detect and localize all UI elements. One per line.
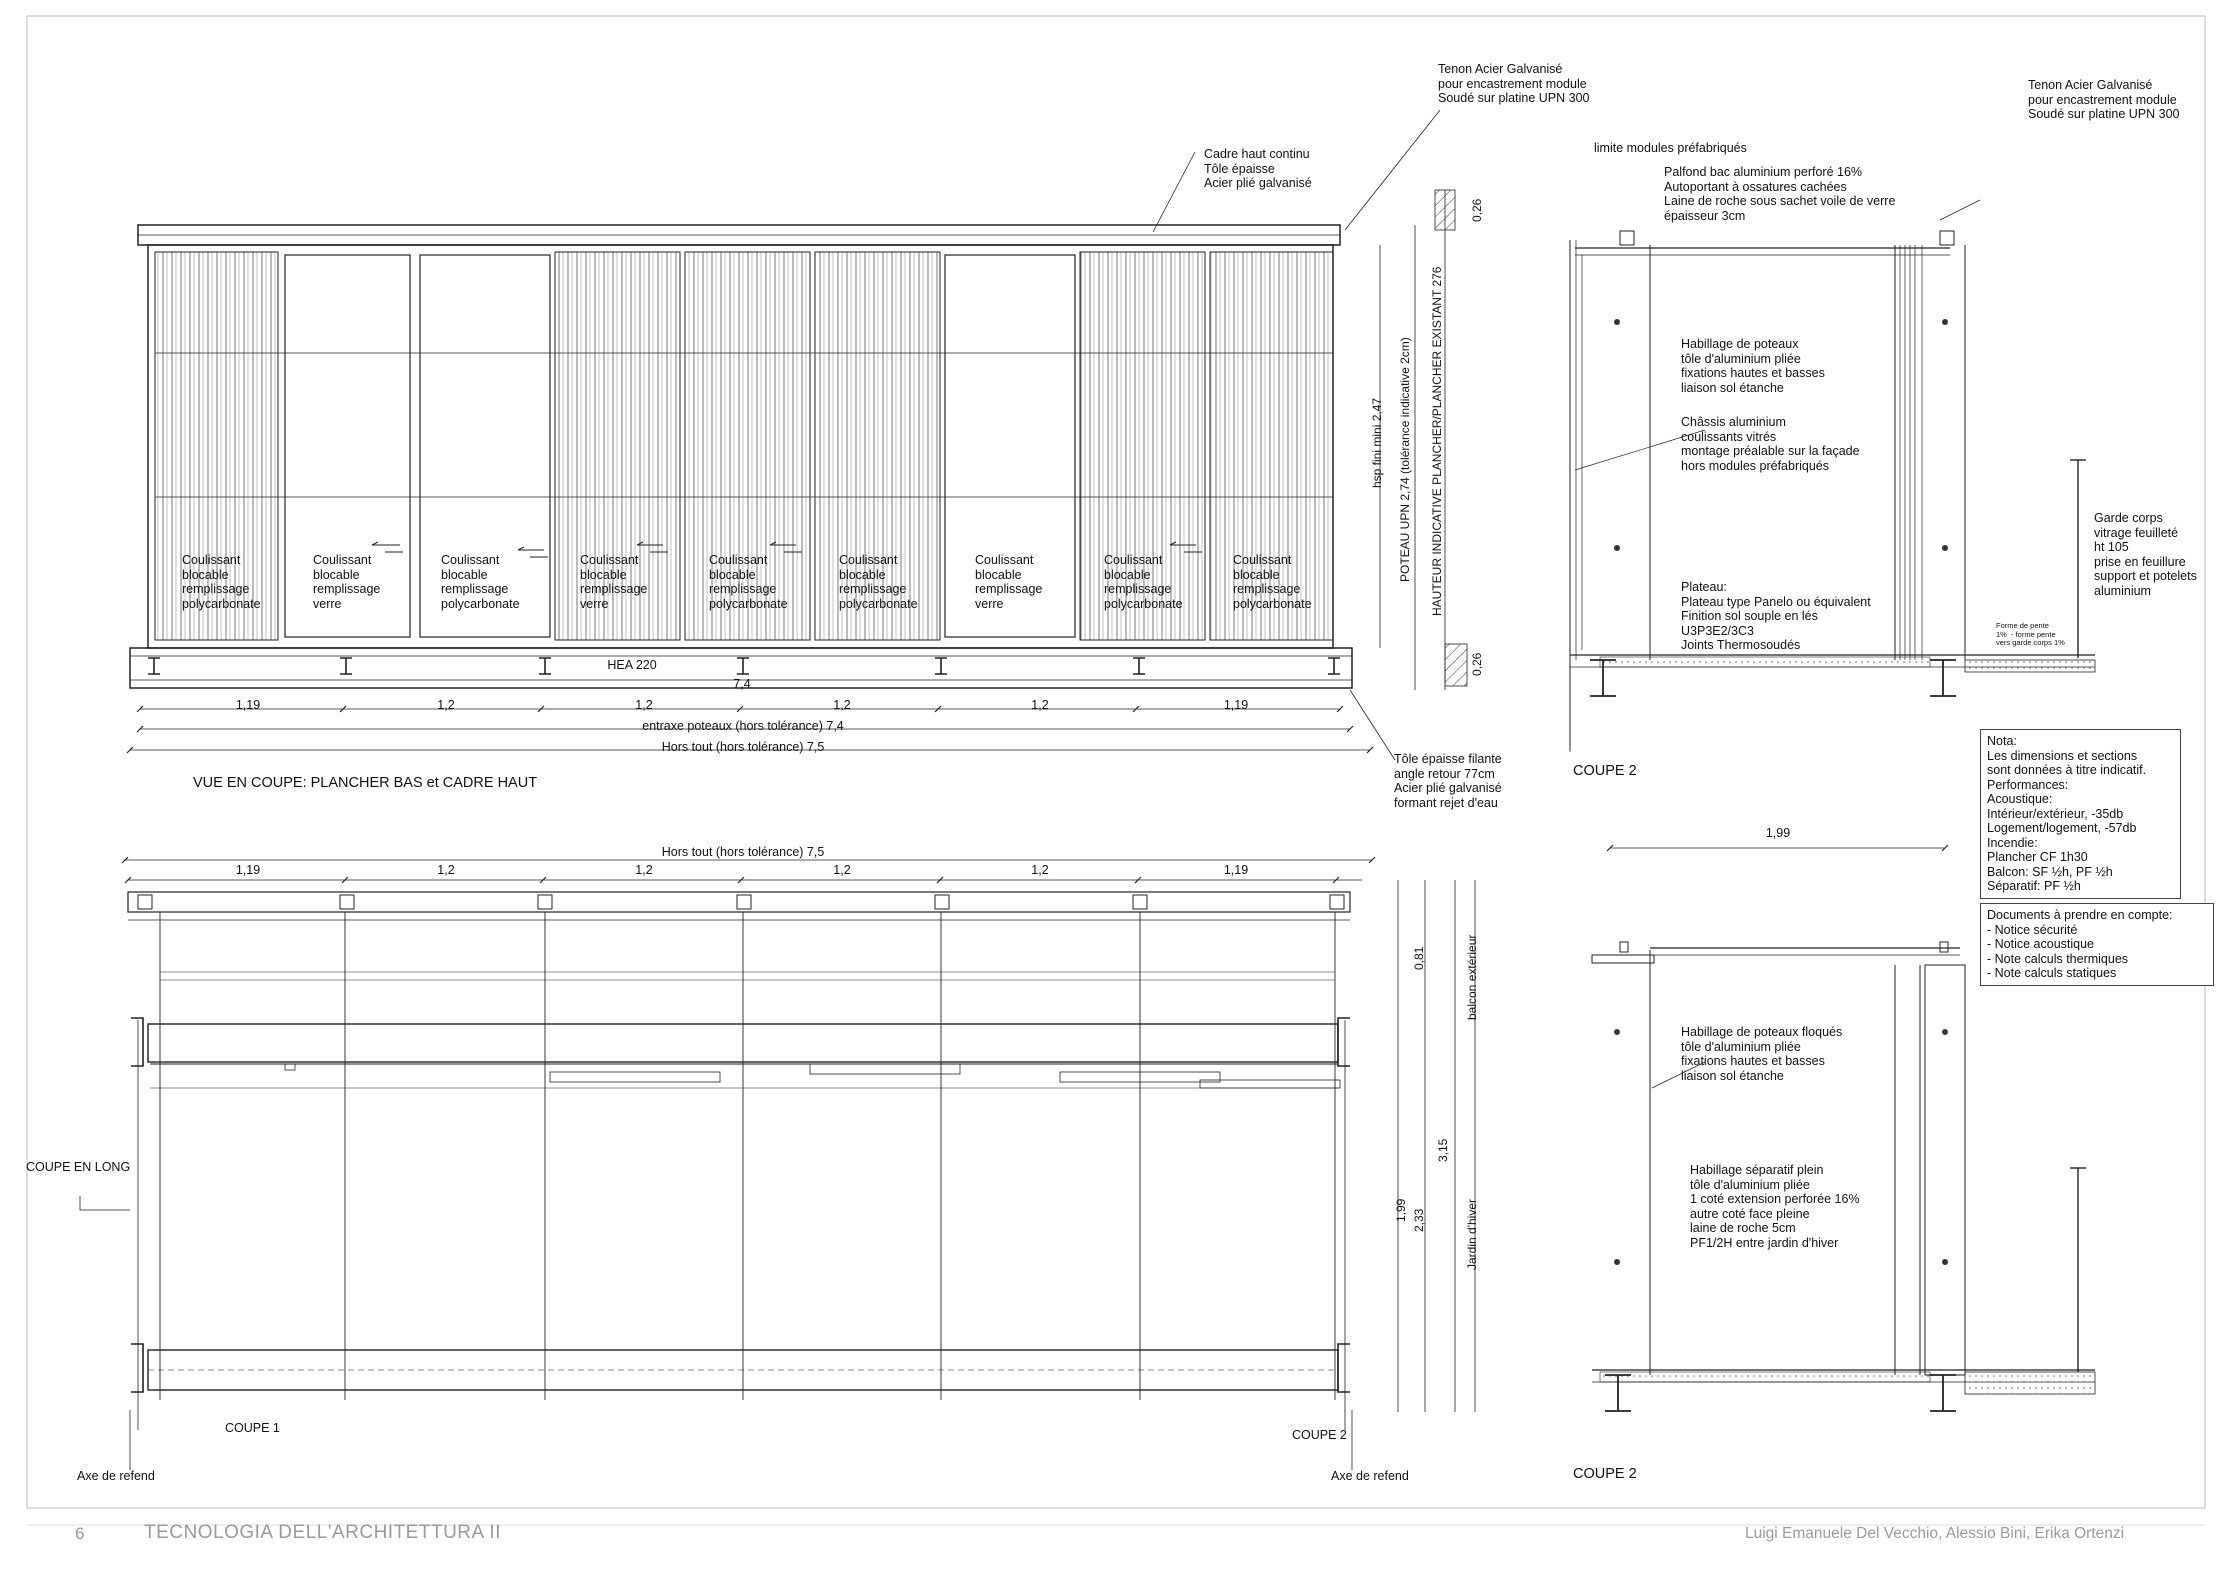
habillage-floques-note: Habillage de poteaux floqués tôle d'aluminium pliée fixations hautes et basses liaison sol étanche	[1681, 1025, 1843, 1083]
course-title: TECNOLOGIA DELL'ARCHITETTURA II	[144, 1522, 501, 1543]
pente-note: Forme de pente 1% - forme pente vers garde corps 1%	[1996, 621, 2065, 647]
total-label: 7,4	[733, 677, 751, 691]
plan-drawing	[80, 857, 1475, 1470]
plan-bay-dim-6: 1,19	[1223, 863, 1249, 877]
vdim-315: 3,15	[1436, 1138, 1450, 1162]
elevation-drawing	[127, 110, 1467, 760]
vdim-233: 2,33	[1412, 1208, 1426, 1232]
tenon-note: Tenon Acier Galvanisé pour encastrement module Soudé sur platine UPN 300	[1438, 62, 1590, 105]
elev-bay-dim-5: 1,2	[1031, 698, 1049, 712]
vdim-199: 1,99	[1394, 1198, 1408, 1222]
plan-bay-dim-5: 1,2	[1031, 863, 1049, 877]
elevation-title: VUE EN COUPE: PLANCHER BAS et CADRE HAUT	[193, 775, 538, 791]
panel-label-6: Coulissant blocable remplissage polycarbonate	[839, 553, 918, 611]
panel-label-9: Coulissant blocable remplissage polycarbonate	[1233, 553, 1312, 611]
dim-top-026: 0,26	[1470, 198, 1484, 222]
coupe-1-label: COUPE 1	[225, 1421, 280, 1435]
elev-bay-dim-2: 1,2	[437, 698, 455, 712]
entraxe-label: entraxe poteaux (hors tolérance) 7,4	[642, 719, 844, 733]
plan-bay-dim-3: 1,2	[635, 863, 653, 877]
panel-label-1: Coulissant blocable remplissage polycarbonate	[182, 553, 261, 611]
panel-label-8: Coulissant blocable remplissage polycarbonate	[1104, 553, 1183, 611]
elev-bay-dim-1: 1,19	[235, 698, 261, 712]
authors: Luigi Emanuele Del Vecchio, Alessio Bini, Erika Ortenzi	[1745, 1525, 2125, 1542]
page-number: 6	[75, 1524, 85, 1543]
vdim-hsp: hsp fini mini 2,47	[1370, 397, 1384, 488]
habillage-note: Habillage de poteaux tôle d'aluminium pliée fixations hautes et basses liaison sol étanche	[1681, 337, 1825, 395]
nota-box: Nota: Les dimensions et sections sont données à titre indicatif. Performances: Acoustique: Intérieur/extérieur, -35db Logement/logement, -57db Incendie: Plancher CF 1h30 Balcon: SF ½h, PF ½h Séparatif: PF ½h	[1980, 729, 2181, 899]
elev-bay-dim-3: 1,2	[635, 698, 653, 712]
panel-label-2: Coulissant blocable remplissage verre	[313, 553, 381, 611]
section-top-title: COUPE 2	[1573, 763, 1637, 779]
plan-bay-dim-2: 1,2	[437, 863, 455, 877]
section-bottom-dim: 1,99	[1765, 826, 1791, 840]
elev-bay-dim-4: 1,2	[833, 698, 851, 712]
vdim-jardin: Jardin d'hiver	[1465, 1199, 1479, 1270]
elev-bay-dim-6: 1,19	[1223, 698, 1249, 712]
separatif-note: Habillage séparatif plein tôle d'aluminium pliée 1 coté extension perforée 16% autre coté face pleine laine de roche 5cm PF1/2H entre jardin d'hiver	[1690, 1163, 1860, 1250]
section-bottom-title: COUPE 2	[1573, 1466, 1637, 1482]
section-top-drawing	[1570, 200, 2095, 752]
tole-note: Tôle épaisse filante angle retour 77cm Acier plié galvanisé formant rejet d'eau	[1394, 752, 1502, 810]
vdim-balcon: balcon extérieur	[1465, 934, 1479, 1020]
panel-label-5: Coulissant blocable remplissage polycarbonate	[709, 553, 788, 611]
beam-label: HEA 220	[607, 658, 657, 672]
garde-corps-note: Garde corps vitrage feuilleté ht 105 prise en feuillure support et potelets aluminium	[2094, 511, 2197, 598]
dim-bottom-026: 0,26	[1470, 652, 1484, 676]
documents-box: Documents à prendre en compte: - Notice sécurité - Notice acoustique - Note calculs thermiques - Note calculs statiques	[1980, 903, 2214, 986]
palfond-note: Palfond bac aluminium perforé 16% Autoportant à ossatures cachées Laine de roche sous sachet voile de verre épaisseur 3cm	[1664, 165, 1896, 223]
vdim-hauteur: HAUTEUR INDICATIVE PLANCHER/PLANCHER EXISTANT 276	[1430, 266, 1444, 616]
plan-hors-tout-label: Hors tout (hors tolérance) 7,5	[661, 845, 825, 859]
vdim-poteau: POTEAU UPN 2,74 (tolérance indicative 2cm)	[1398, 337, 1412, 582]
panel-label-4: Coulissant blocable remplissage verre	[580, 553, 648, 611]
coupe-2-marker-label: COUPE 2	[1292, 1428, 1347, 1442]
elev-hors-tout-label: Hors tout (hors tolérance) 7,5	[661, 740, 825, 754]
plan-bay-dim-1: 1,19	[235, 863, 261, 877]
panel-label-7: Coulissant blocable remplissage verre	[975, 553, 1043, 611]
chassis-note: Châssis aluminium coulissants vitrés montage préalable sur la façade hors modules préfabriqués	[1681, 415, 1860, 473]
plan-bay-dim-4: 1,2	[833, 863, 851, 877]
limite-label: limite modules préfabriqués	[1594, 141, 1747, 155]
panel-label-3: Coulissant blocable remplissage polycarbonate	[441, 553, 520, 611]
section-tenon-note: Tenon Acier Galvanisé pour encastrement module Soudé sur platine UPN 300	[2028, 78, 2180, 121]
plateau-note: Plateau: Plateau type Panelo ou équivalent Finition sol souple en lés U3P3E2/3C3 Joints Thermosoudés	[1681, 580, 1871, 652]
vdim-081: 0,81	[1412, 946, 1426, 970]
axe-refend-right: Axe de refend	[1331, 1469, 1409, 1483]
cadre-note: Cadre haut continu Tôle épaisse Acier plié galvanisé	[1204, 147, 1312, 190]
sheet-frame	[27, 16, 2205, 1508]
axe-refend-left: Axe de refend	[77, 1469, 155, 1483]
coupe-en-long-label: COUPE EN LONG	[26, 1160, 131, 1174]
